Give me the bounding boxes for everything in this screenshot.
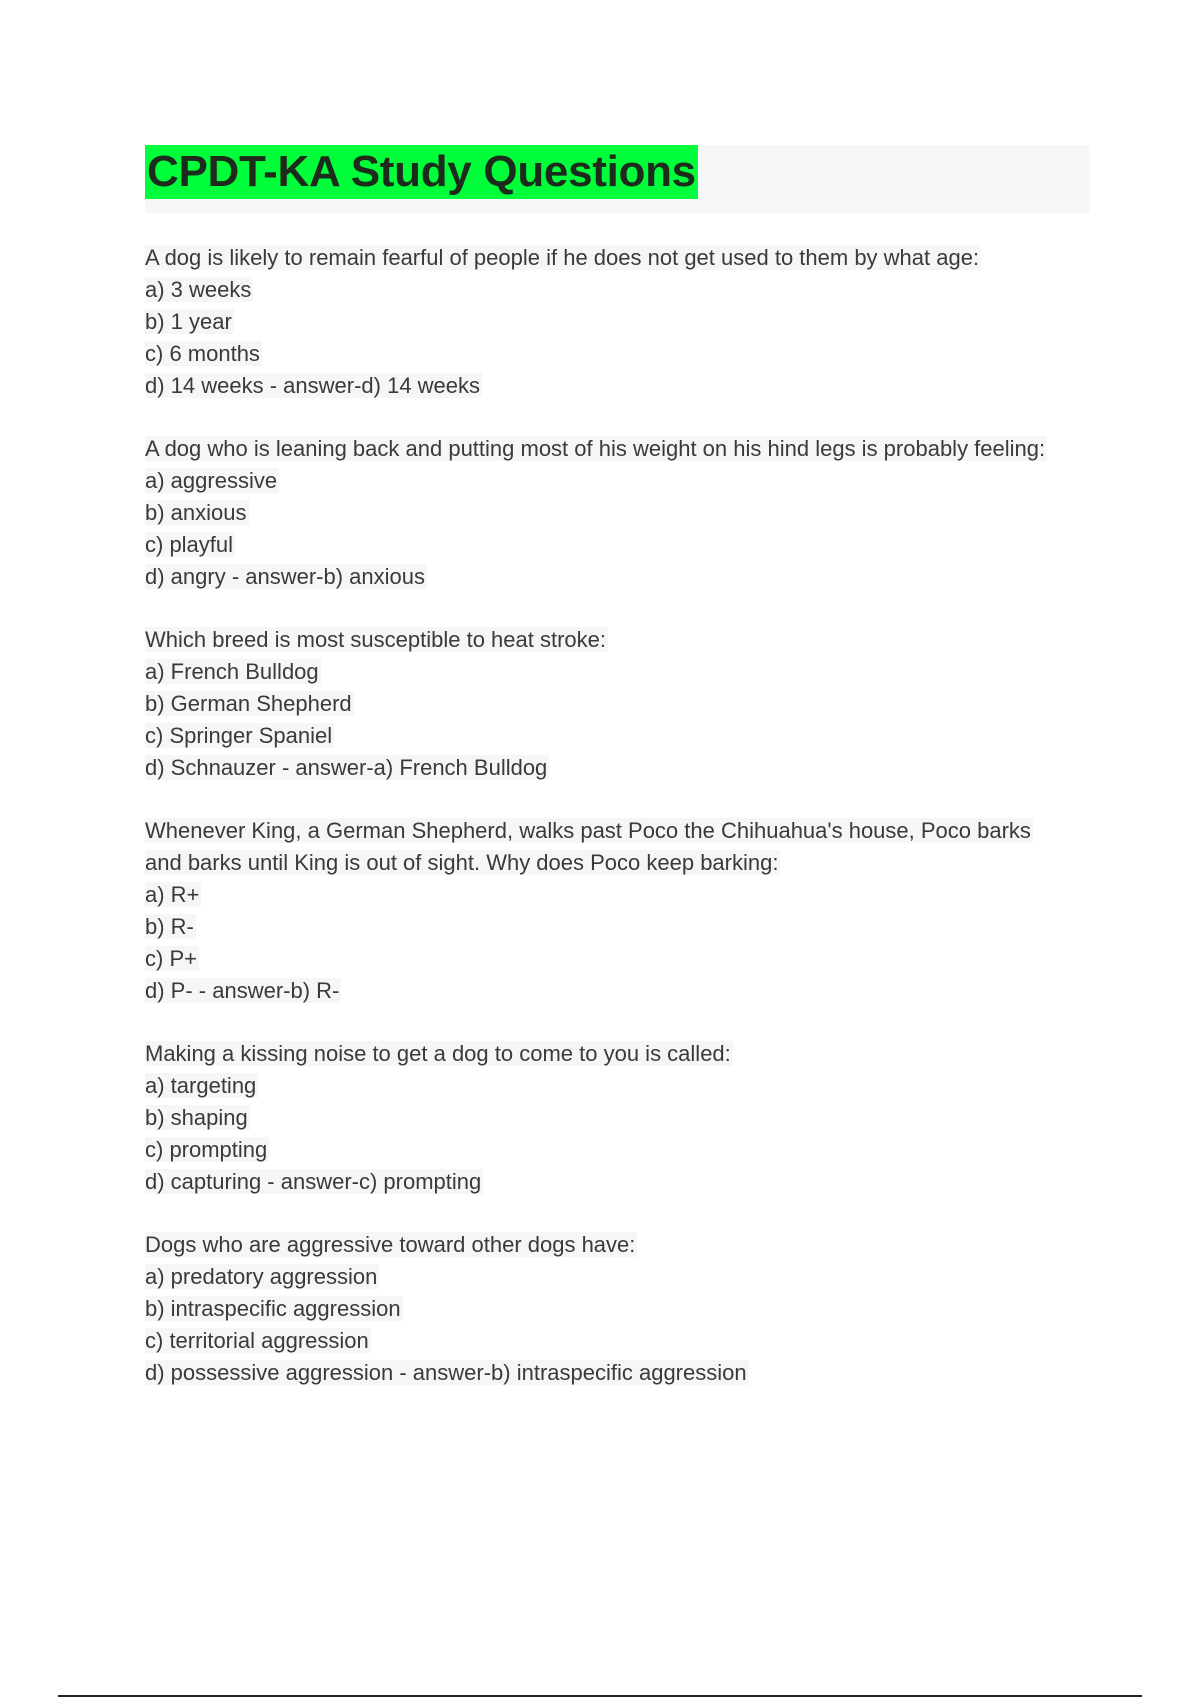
question-3-prompt: Which breed is most susceptible to heat stroke:	[145, 627, 606, 652]
question-5-option-b: b) shaping	[145, 1105, 248, 1130]
footer-divider	[58, 1695, 1142, 1697]
question-2-option-c: c) playful	[145, 532, 234, 557]
question-3-option-c: c) Springer Spaniel	[145, 723, 333, 748]
question-1-option-d-answer: d) 14 weeks - answer-d) 14 weeks	[145, 373, 481, 398]
question-4-option-c: c) P+	[145, 946, 197, 971]
question-4-prompt: Whenever King, a German Shepherd, walks past Poco the Chihuahua's house, Poco barks and barks until King is out of sight. Why does Poco keep barking:	[145, 818, 1031, 875]
question-5-option-c: c) prompting	[145, 1137, 268, 1162]
question-3-option-d-answer: d) Schnauzer - answer-a) French Bulldog	[145, 755, 548, 780]
question-1-prompt: A dog is likely to remain fearful of people if he does not get used to them by what age:	[145, 245, 980, 270]
question-4-option-a: a) R+	[145, 882, 200, 907]
question-4-option-d-answer: d) P- - answer-b) R-	[145, 978, 340, 1003]
question-2-option-b: b) anxious	[145, 500, 247, 525]
question-5-prompt: Making a kissing noise to get a dog to come to you is called:	[145, 1041, 731, 1066]
question-6-option-b: b) intraspecific aggression	[145, 1296, 401, 1321]
question-5	[145, 1038, 1065, 1198]
question-1-option-a: a) 3 weeks	[145, 277, 252, 302]
question-1	[145, 242, 1065, 402]
question-3-option-a: a) French Bulldog	[145, 659, 319, 684]
question-1-option-b: b) 1 year	[145, 309, 232, 334]
question-6-option-a: a) predatory aggression	[145, 1264, 378, 1289]
question-5-option-a: a) targeting	[145, 1073, 257, 1098]
question-2-prompt: A dog who is leaning back and putting most of his weight on his hind legs is probably feeling:	[145, 436, 1046, 461]
question-6-option-d-answer: d) possessive aggression - answer-b) intraspecific aggression	[145, 1360, 747, 1385]
question-5-option-d-answer: d) capturing - answer-c) prompting	[145, 1169, 482, 1194]
question-3-option-b: b) German Shepherd	[145, 691, 352, 716]
question-2-option-a: a) aggressive	[145, 468, 278, 493]
question-6-option-c: c) territorial aggression	[145, 1328, 369, 1353]
question-4-option-b: b) R-	[145, 914, 194, 939]
question-3	[145, 624, 1065, 784]
question-2-option-d-answer: d) angry - answer-b) anxious	[145, 564, 426, 589]
question-6	[145, 1229, 1065, 1389]
question-2	[145, 433, 1065, 593]
question-6-prompt: Dogs who are aggressive toward other dogs have:	[145, 1232, 636, 1257]
question-4	[145, 815, 1065, 1007]
question-1-option-c: c) 6 months	[145, 341, 260, 366]
page-title: CPDT-KA Study Questions	[145, 145, 698, 199]
question-list	[145, 242, 1065, 1420]
